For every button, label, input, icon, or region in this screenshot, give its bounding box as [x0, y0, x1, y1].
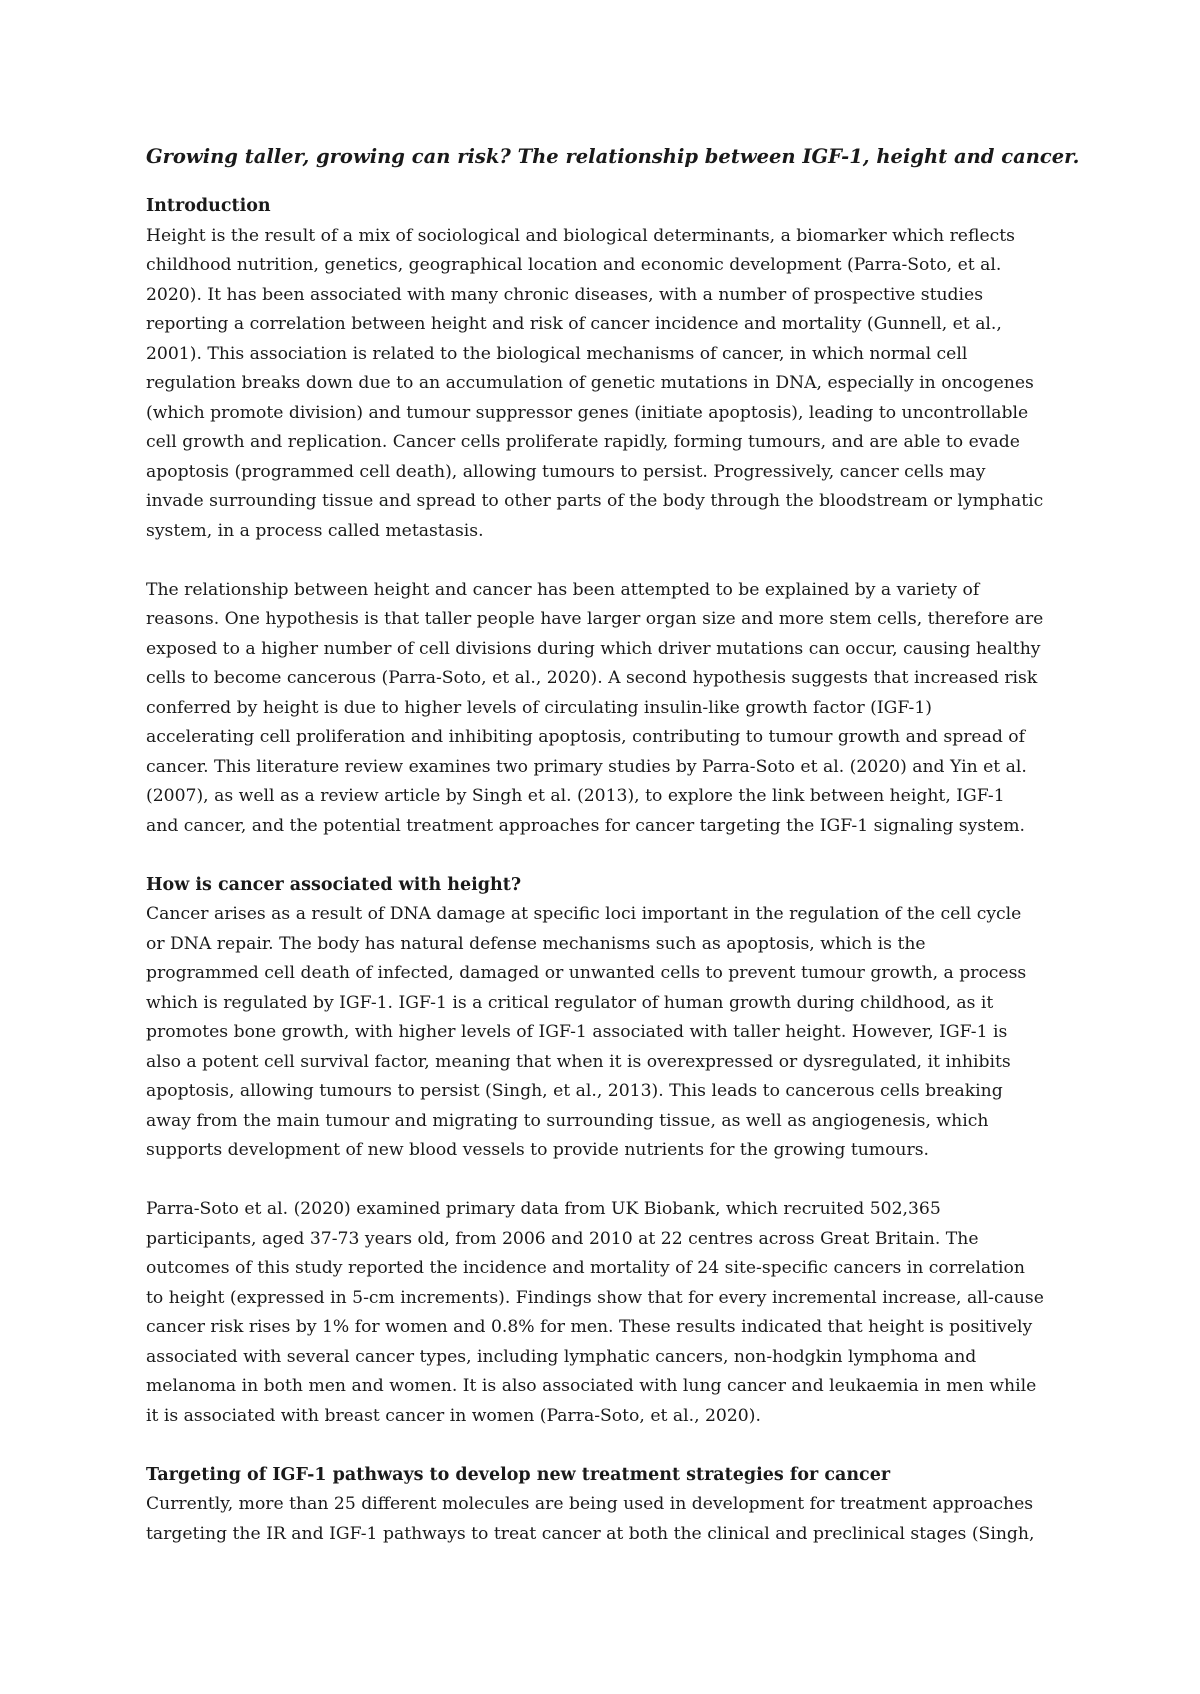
section-heading: Targeting of IGF-1 pathways to develop new treatment strategies for cancer — [146, 1464, 891, 1485]
text-line: invade surrounding tissue and spread to other parts of the body through the bloodstream or lymphatic — [146, 491, 1044, 511]
text-line: Currently, more than 25 different molecules are being used in development for treatment approaches — [146, 1494, 1034, 1514]
text-line: apoptosis, allowing tumours to persist (Singh, et al., 2013). This leads to cancerous cells breaking — [146, 1081, 1003, 1101]
text-line: cancer. This literature review examines two primary studies by Parra-Soto et al. (2020) and Yin et al. — [146, 756, 1027, 777]
text-line: (2007), as well as a review article by Singh et al. (2013), to explore the link between height, IGF-1 — [146, 786, 1005, 806]
text-line: 2001). This association is related to the biological mechanisms of cancer, in which normal cell — [146, 343, 968, 364]
text-line: regulation breaks down due to an accumulation of genetic mutations in DNA, especially in oncogenes — [146, 373, 1034, 393]
text-line: accelerating cell proliferation and inhibiting apoptosis, contributing to tumour growth and spread of — [146, 727, 1026, 747]
paragraph-spacer — [146, 1431, 1066, 1461]
text-line: Parra-Soto et al. (2020) examined primary data from UK Biobank, which recruited 502,365 — [146, 1199, 941, 1219]
text-line: supports development of new blood vessels to provide nutrients for the growing tumours. — [146, 1140, 930, 1160]
paragraph-spacer — [146, 1166, 1066, 1196]
text-line: participants, aged 37-73 years old, from 2006 and 2010 at 22 centres across Great Britain. The — [146, 1228, 979, 1249]
paragraph — [146, 900, 1066, 1166]
text-line: reasons. One hypothesis is that taller people have larger organ size and more stem cells, therefore are — [146, 609, 1044, 629]
text-line: away from the main tumour and migrating to surrounding tissue, as well as angiogenesis, which — [146, 1110, 989, 1131]
section-heading: How is cancer associated with height? — [146, 874, 522, 895]
text-line: outcomes of this study reported the incidence and mortality of 24 site-specific cancers in correlation — [146, 1258, 1025, 1278]
text-line: cancer risk rises by 1% for women and 0.8% for men. These results indicated that height is positively — [146, 1317, 1033, 1337]
paragraph — [146, 1490, 1066, 1549]
text-line: also a potent cell survival factor, meaning that when it is overexpressed or dysregulated, it inhibits — [146, 1051, 1011, 1072]
text-line: programmed cell death of infected, damaged or unwanted cells to prevent tumour growth, a process — [146, 963, 1027, 983]
text-line: cell growth and replication. Cancer cells proliferate rapidly, forming tumours, and are able to evade — [146, 432, 1020, 452]
text-line: exposed to a higher number of cell divisions during which driver mutations can occur, causing healthy — [146, 638, 1041, 659]
text-line: and cancer, and the potential treatment approaches for cancer targeting the IGF-1 signaling system. — [146, 815, 1025, 836]
paragraph — [146, 222, 1066, 547]
text-line: apoptosis (programmed cell death), allowing tumours to persist. Progressively, cancer cells may — [146, 461, 986, 482]
text-line: or DNA repair. The body has natural defense mechanisms such as apoptosis, which is the — [146, 933, 926, 954]
text-line: reporting a correlation between height and risk of cancer incidence and mortality (Gunnell, et al., — [146, 314, 1002, 334]
paragraph — [146, 576, 1066, 842]
paragraph-spacer — [146, 546, 1066, 576]
text-line: (which promote division) and tumour suppressor genes (initiate apoptosis), leading to uncontrollable — [146, 402, 1029, 423]
text-line: conferred by height is due to higher levels of circulating insulin-like growth factor (IGF-1) — [146, 697, 933, 718]
text-line: The relationship between height and cancer has been attempted to be explained by a variety of — [146, 579, 980, 600]
text-line: targeting the IR and IGF-1 pathways to treat cancer at both the clinical and preclinical stages (Singh, — [146, 1523, 1035, 1544]
text-line: 2020). It has been associated with many chronic diseases, with a number of prospective studies — [146, 284, 984, 305]
text-line: childhood nutrition, genetics, geographical location and economic development (Parra-Soto, et al. — [146, 255, 1002, 275]
document-title: Growing taller, growing can risk? The relationship between IGF-1, height and cancer. — [146, 145, 1080, 168]
text-line: cells to become cancerous (Parra-Soto, et al., 2020). A second hypothesis suggests that increased risk — [146, 668, 1038, 688]
text-line: Cancer arises as a result of DNA damage at specific loci important in the regulation of the cell cycle — [146, 904, 1022, 924]
text-line: it is associated with breast cancer in women (Parra-Soto, et al., 2020). — [146, 1405, 761, 1426]
text-line: associated with several cancer types, including lymphatic cancers, non-hodgkin lymphoma and — [146, 1346, 977, 1367]
text-line: promotes bone growth, with higher levels of IGF-1 associated with taller height. However, IGF-1 is — [146, 1022, 1008, 1042]
document-body — [146, 192, 1066, 1549]
paragraph — [146, 1195, 1066, 1431]
document-page — [146, 142, 1080, 1549]
text-line: to height (expressed in 5-cm increments). Findings show that for every incremental increase, all-cause — [146, 1287, 1044, 1308]
text-line: which is regulated by IGF-1. IGF-1 is a critical regulator of human growth during childhood, as it — [146, 992, 994, 1013]
section-heading: Introduction — [146, 196, 271, 216]
text-line: melanoma in both men and women. It is also associated with lung cancer and leukaemia in men while — [146, 1376, 1037, 1396]
paragraph-spacer — [146, 841, 1066, 871]
text-line: system, in a process called metastasis. — [146, 520, 484, 541]
text-line: Height is the result of a mix of sociological and biological determinants, a biomarker which reflects — [146, 225, 1015, 246]
